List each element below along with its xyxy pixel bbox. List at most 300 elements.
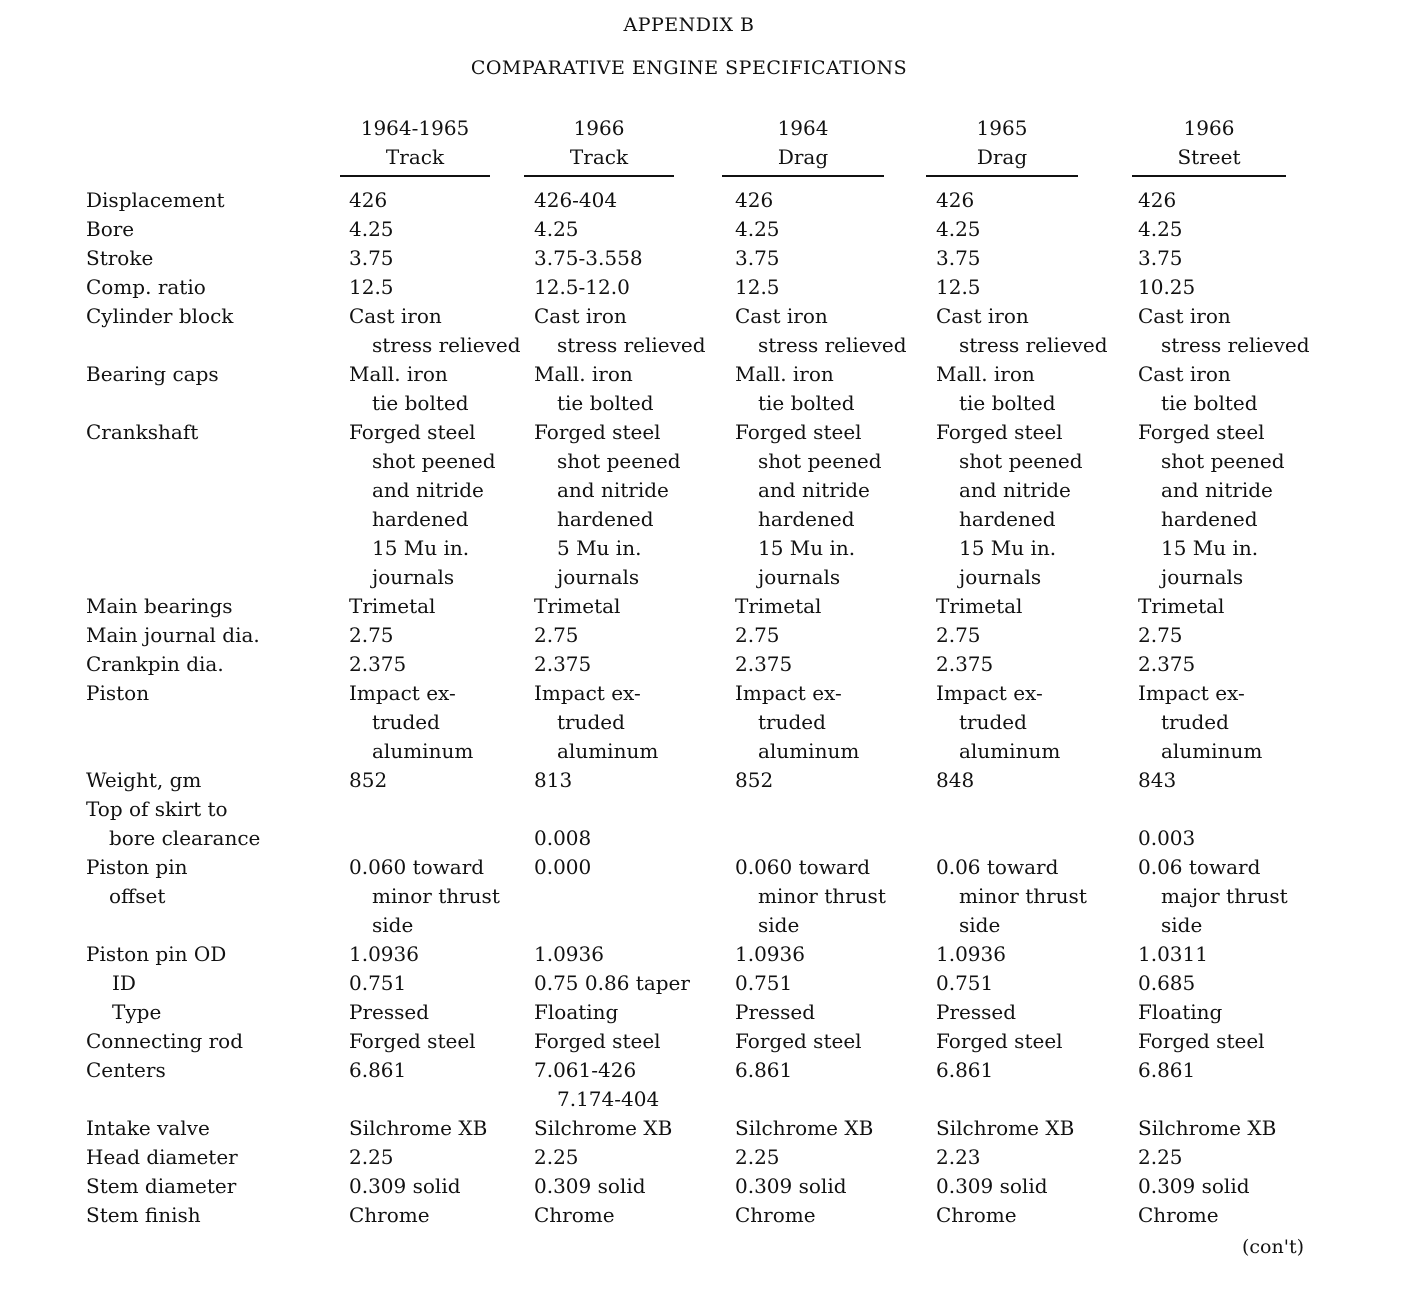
cell-line: journals (758, 565, 841, 589)
cell-line: Forged steel (534, 420, 661, 444)
cell-line: Cast iron (349, 304, 442, 328)
table-cell (349, 1143, 394, 1172)
column-header-3 (722, 114, 884, 177)
cell-line: Trimetal (534, 594, 621, 618)
cell-line: 2.25 (534, 1145, 579, 1169)
cell-line: Chrome (1138, 1203, 1219, 1227)
table-cell (1138, 853, 1288, 940)
table-cell (534, 621, 579, 650)
cell-line: Pressed (735, 1000, 816, 1024)
cell-line: Forged steel (936, 1029, 1063, 1053)
row-label (86, 244, 153, 273)
cell-line: truded (1161, 710, 1229, 734)
table-cell (1138, 1027, 1265, 1056)
row-label-line: offset (109, 884, 166, 908)
cell-line: 7.061-426 (534, 1058, 637, 1082)
cell-line: hardened (959, 507, 1056, 531)
appendix-label: APPENDIX B (623, 14, 755, 36)
table-cell (1138, 969, 1195, 998)
table-cell (349, 273, 394, 302)
cell-line: Trimetal (936, 594, 1023, 618)
cell-line: Trimetal (1138, 594, 1225, 618)
cell-line: aluminum (758, 739, 860, 763)
table-cell (936, 1114, 1074, 1143)
cell-line: aluminum (1161, 739, 1263, 763)
table-cell (936, 969, 993, 998)
cell-line: 426 (349, 188, 388, 212)
cell-line: hardened (1161, 507, 1258, 531)
table-cell (735, 998, 815, 1027)
table-cell (936, 1056, 993, 1085)
column-year: 1964-1965 (360, 116, 470, 140)
cell-line: Silchrome XB (1138, 1116, 1277, 1140)
table-cell (349, 215, 394, 244)
cell-line: and nitride (372, 478, 484, 502)
cell-line: 1.0311 (1138, 942, 1208, 966)
table-cell (534, 360, 654, 418)
cell-line: 1.0936 (534, 942, 604, 966)
cell-line: 2.23 (936, 1145, 981, 1169)
table-cell (735, 1143, 780, 1172)
table-cell (735, 766, 773, 795)
table-cell (1138, 592, 1224, 621)
cell-line: 2.75 (936, 623, 981, 647)
table-cell (1138, 244, 1183, 273)
table-cell (1138, 621, 1183, 650)
cell-line: 0.309 solid (936, 1174, 1048, 1198)
cell-line: Impact ex- (936, 681, 1043, 705)
cell-line: 5 Mu in. (557, 536, 642, 560)
table-cell (534, 215, 579, 244)
cell-line: 10.25 (1138, 275, 1196, 299)
cell-line: 0.309 solid (1138, 1174, 1250, 1198)
cell-line: stress relieved (758, 333, 907, 357)
cell-line: 2.75 (735, 623, 780, 647)
table-cell (936, 418, 1083, 592)
column-type: Drag (976, 145, 1028, 169)
cell-line: hardened (372, 507, 469, 531)
cell-line: 2.375 (1138, 652, 1196, 676)
table-cell (1138, 1056, 1195, 1085)
cell-line: 3.75-3.558 (534, 246, 643, 270)
cell-line: Forged steel (1138, 420, 1265, 444)
table-cell (936, 940, 1006, 969)
cell-line: Pressed (936, 1000, 1017, 1024)
table-cell (936, 186, 974, 215)
cell-line: Trimetal (735, 594, 822, 618)
cell-line: side (758, 913, 800, 937)
row-label (86, 1056, 166, 1085)
table-cell (1138, 360, 1258, 418)
table-cell (1138, 1201, 1219, 1230)
cell-line: 426 (936, 188, 975, 212)
cell-line: 0.75 0.86 taper (534, 971, 690, 995)
cell-line: 2.75 (1138, 623, 1183, 647)
cell-line: tie bolted (372, 391, 469, 415)
cell-line: Impact ex- (735, 681, 842, 705)
table-cell (936, 1143, 981, 1172)
table-cell (1138, 302, 1310, 360)
table-cell (1138, 1143, 1183, 1172)
column-underline (340, 175, 490, 177)
cell-line: 6.861 (349, 1058, 407, 1082)
cell-line: 4.25 (534, 217, 579, 241)
table-cell (735, 1027, 862, 1056)
row-label (86, 302, 233, 331)
page-title: COMPARATIVE ENGINE SPECIFICATIONS (470, 57, 908, 79)
cell-line: Forged steel (735, 1029, 862, 1053)
column-type: Street (1177, 145, 1241, 169)
cell-line: 0.685 (1138, 971, 1196, 995)
cell-line: 12.5 (349, 275, 394, 299)
cell-line: 0.060 toward (735, 855, 871, 879)
table-cell (735, 186, 773, 215)
table-cell (534, 795, 591, 853)
cell-line: stress relieved (372, 333, 521, 357)
table-cell (1138, 273, 1195, 302)
cell-line: 1.0936 (735, 942, 805, 966)
table-cell (735, 1056, 792, 1085)
cell-line: 15 Mu in. (372, 536, 470, 560)
cell-line: Trimetal (349, 594, 436, 618)
table-cell (534, 186, 617, 215)
cell-line: shot peened (1161, 449, 1285, 473)
column-year: 1966 (1183, 116, 1235, 140)
cell-line: 2.25 (349, 1145, 394, 1169)
table-cell (735, 592, 821, 621)
table-cell (1138, 418, 1285, 592)
row-label (86, 650, 224, 679)
table-cell (1138, 1172, 1250, 1201)
cell-line: tie bolted (557, 391, 654, 415)
cell-line: 0.003 (1138, 826, 1196, 850)
table-cell (936, 679, 1060, 766)
row-label (86, 940, 226, 969)
row-label-line: Crankpin dia. (86, 652, 224, 676)
cell-line: shot peened (372, 449, 496, 473)
cell-line: 426-404 (534, 188, 618, 212)
column-header-2 (524, 114, 674, 177)
cell-line: shot peened (959, 449, 1083, 473)
cell-line: Mall. iron (936, 362, 1035, 386)
table-cell (534, 1114, 672, 1143)
table-cell (349, 969, 406, 998)
column-header-5 (1132, 114, 1286, 177)
row-label-line: Piston (86, 681, 150, 705)
column-type: Track (569, 145, 629, 169)
cell-line: Cast iron (735, 304, 828, 328)
table-cell (936, 360, 1056, 418)
cell-line: 12.5 (735, 275, 780, 299)
cell-line: Impact ex- (534, 681, 641, 705)
row-label-line: Comp. ratio (86, 275, 206, 299)
row-label (86, 621, 260, 650)
row-label-line: Cylinder block (86, 304, 234, 328)
cell-line: 0.751 (349, 971, 407, 995)
column-year: 1964 (777, 116, 829, 140)
cell-line: Forged steel (349, 1029, 476, 1053)
cell-line: 2.375 (735, 652, 793, 676)
cell-line: 0.751 (936, 971, 994, 995)
column-header-1 (340, 114, 490, 177)
cell-line: aluminum (959, 739, 1061, 763)
cell-line: 0.309 solid (349, 1174, 461, 1198)
cell-line: tie bolted (959, 391, 1056, 415)
cell-line: Forged steel (735, 420, 862, 444)
row-label-line: Connecting rod (86, 1029, 244, 1053)
cell-line: 1.0936 (936, 942, 1006, 966)
column-header-4 (926, 114, 1078, 177)
table-cell (349, 360, 469, 418)
cell-line: Forged steel (1138, 1029, 1265, 1053)
table-cell (534, 1172, 646, 1201)
column-underline (1132, 175, 1286, 177)
row-label (86, 1201, 201, 1230)
table-cell (534, 969, 690, 998)
table-cell (735, 1201, 816, 1230)
cell-line: and nitride (959, 478, 1071, 502)
cell-line (534, 795, 591, 824)
cell-line: 2.375 (534, 652, 592, 676)
cell-line: 426 (1138, 188, 1177, 212)
table-cell (349, 650, 406, 679)
table-cell (936, 650, 993, 679)
cell-line: 0.751 (735, 971, 793, 995)
table-cell (1138, 766, 1176, 795)
table-cell (735, 650, 792, 679)
table-cell (349, 1056, 406, 1085)
table-cell (936, 592, 1022, 621)
row-label (86, 215, 134, 244)
cell-line: stress relieved (1161, 333, 1310, 357)
table-cell (735, 853, 886, 940)
row-label (112, 998, 161, 1027)
cell-line: shot peened (557, 449, 681, 473)
column-underline (926, 175, 1078, 177)
row-label-line: Top of skirt to (86, 797, 228, 821)
cell-line: minor thrust (959, 884, 1087, 908)
cell-line: 3.75 (735, 246, 780, 270)
cell-line: 0.309 solid (534, 1174, 646, 1198)
table-cell (936, 215, 981, 244)
row-label-line: Bearing caps (86, 362, 219, 386)
table-cell (349, 1114, 487, 1143)
table-cell (735, 302, 907, 360)
cell-line: 2.75 (534, 623, 579, 647)
row-label (86, 592, 233, 621)
row-label (86, 360, 219, 389)
table-cell (349, 1172, 461, 1201)
cell-line: side (1161, 913, 1203, 937)
cell-line: aluminum (557, 739, 659, 763)
row-label (86, 1027, 243, 1056)
cell-line: 4.25 (735, 217, 780, 241)
cell-line: truded (758, 710, 826, 734)
cell-line: Impact ex- (1138, 681, 1245, 705)
row-label-line: Stem diameter (86, 1174, 237, 1198)
table-cell (534, 940, 604, 969)
cell-line: Cast iron (1138, 304, 1231, 328)
column-type: Track (385, 145, 445, 169)
cell-line: shot peened (758, 449, 882, 473)
table-cell (1138, 1114, 1276, 1143)
table-cell (936, 302, 1108, 360)
row-label-line: Intake valve (86, 1116, 210, 1140)
cell-line: and nitride (1161, 478, 1273, 502)
cell-line: minor thrust (372, 884, 500, 908)
row-label (86, 1172, 236, 1201)
row-label-line: bore clearance (109, 826, 261, 850)
table-cell (735, 273, 780, 302)
cell-line: 0.06 toward (1138, 855, 1261, 879)
cell-line: 1.0936 (349, 942, 419, 966)
table-cell (735, 679, 859, 766)
cell-line: Forged steel (534, 1029, 661, 1053)
table-cell (735, 621, 780, 650)
cell-line: and nitride (758, 478, 870, 502)
cell-line: Forged steel (936, 420, 1063, 444)
column-year: 1966 (573, 116, 625, 140)
row-label-line: ID (112, 971, 136, 995)
row-label-line: Piston pin OD (86, 942, 227, 966)
table-cell (936, 1201, 1017, 1230)
table-cell (534, 1201, 615, 1230)
column-type: Drag (777, 145, 829, 169)
row-label (86, 795, 260, 853)
table-cell (1138, 998, 1222, 1027)
row-label-line: Displacement (86, 188, 225, 212)
table-cell (349, 244, 394, 273)
row-label (86, 273, 206, 302)
table-cell (735, 1114, 873, 1143)
table-cell (735, 940, 805, 969)
cell-line: minor thrust (758, 884, 886, 908)
cell-line: 4.25 (1138, 217, 1183, 241)
table-cell (735, 969, 792, 998)
cell-line: Mall. iron (349, 362, 448, 386)
cell-line: hardened (758, 507, 855, 531)
row-label-line: Piston pin (86, 855, 188, 879)
cell-line: Chrome (534, 1203, 615, 1227)
row-label-line: Type (112, 1000, 162, 1024)
table-cell (936, 998, 1016, 1027)
table-cell (534, 679, 658, 766)
table-cell (735, 360, 855, 418)
cell-line: side (372, 913, 414, 937)
cell-line: Floating (1138, 1000, 1223, 1024)
row-label-line: Main journal dia. (86, 623, 260, 647)
cell-line: 3.75 (1138, 246, 1183, 270)
table-cell (534, 244, 643, 273)
cell-line: aluminum (372, 739, 474, 763)
cell-line: 15 Mu in. (1161, 536, 1259, 560)
column-year: 1965 (976, 116, 1028, 140)
cell-line (1138, 795, 1195, 824)
cell-line: major thrust (1161, 884, 1288, 908)
table-cell (534, 1027, 661, 1056)
cell-line: Impact ex- (349, 681, 456, 705)
table-cell (534, 853, 591, 882)
cell-line: 15 Mu in. (758, 536, 856, 560)
table-cell (1138, 186, 1176, 215)
table-cell (534, 998, 618, 1027)
cell-line: 0.000 (534, 855, 592, 879)
table-cell (534, 592, 620, 621)
cell-line: journals (1161, 565, 1244, 589)
cell-line: 852 (349, 768, 388, 792)
column-underline (722, 175, 884, 177)
row-label (86, 1114, 210, 1143)
cell-line: Chrome (349, 1203, 430, 1227)
table-cell (1138, 940, 1208, 969)
cell-line: 6.861 (1138, 1058, 1196, 1082)
table-cell (349, 592, 435, 621)
cell-line: Floating (534, 1000, 619, 1024)
continued-note: (con't) (1242, 1236, 1305, 1258)
cell-line: journals (372, 565, 455, 589)
cell-line: 0.008 (534, 826, 592, 850)
table-cell (349, 418, 496, 592)
row-label (86, 853, 188, 911)
table-cell (1138, 215, 1183, 244)
cell-line: truded (372, 710, 440, 734)
cell-line: Chrome (735, 1203, 816, 1227)
table-cell (349, 621, 394, 650)
cell-line: Mall. iron (735, 362, 834, 386)
cell-line: Pressed (349, 1000, 430, 1024)
row-label (86, 679, 149, 708)
cell-line: 852 (735, 768, 774, 792)
table-cell (349, 998, 429, 1027)
cell-line: 848 (936, 768, 975, 792)
row-label (86, 186, 225, 215)
cell-line: 2.25 (735, 1145, 780, 1169)
table-cell (534, 418, 681, 592)
cell-line: 6.861 (936, 1058, 994, 1082)
cell-line: stress relieved (959, 333, 1108, 357)
cell-line: 4.25 (936, 217, 981, 241)
table-cell (936, 621, 981, 650)
column-underline (524, 175, 674, 177)
table-cell (936, 273, 981, 302)
cell-line: and nitride (557, 478, 669, 502)
cell-line: 0.06 toward (936, 855, 1059, 879)
cell-line: tie bolted (1161, 391, 1258, 415)
row-label (86, 1143, 238, 1172)
table-cell (936, 766, 974, 795)
table-cell (735, 244, 780, 273)
cell-line: truded (557, 710, 625, 734)
table-cell (349, 766, 387, 795)
row-label-line: Stem finish (86, 1203, 201, 1227)
table-cell (735, 215, 780, 244)
cell-line: 2.375 (936, 652, 994, 676)
cell-line: 12.5 (936, 275, 981, 299)
row-label-line: Bore (86, 217, 135, 241)
table-cell (534, 1056, 659, 1114)
cell-line: 0.060 toward (349, 855, 485, 879)
cell-line: Silchrome XB (936, 1116, 1075, 1140)
row-label-line: Centers (86, 1058, 166, 1082)
cell-line: 2.75 (349, 623, 394, 647)
table-cell (735, 418, 882, 592)
table-cell (936, 853, 1087, 940)
cell-line: Mall. iron (534, 362, 633, 386)
table-cell (735, 1172, 847, 1201)
row-label-line: Crankshaft (86, 420, 199, 444)
cell-line: 2.375 (349, 652, 407, 676)
cell-line: 813 (534, 768, 573, 792)
